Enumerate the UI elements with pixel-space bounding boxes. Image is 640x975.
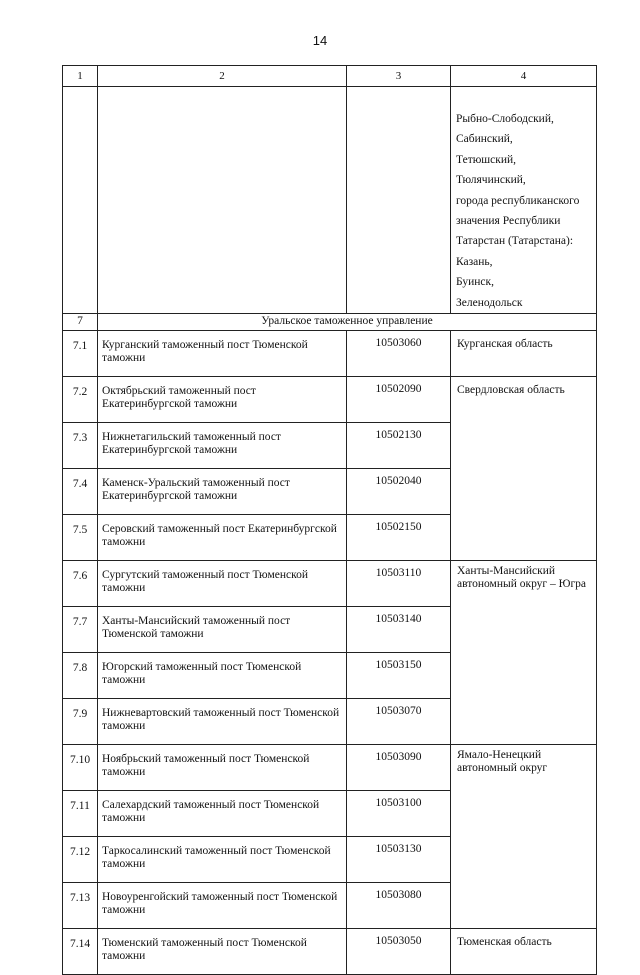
customs-post-code: 10503090 xyxy=(347,744,451,790)
customs-post-name: Югорский таможенный пост Тюменской таможни xyxy=(98,652,347,698)
table-row xyxy=(63,928,597,974)
customs-post-code: 10503050 xyxy=(347,928,451,974)
continuation-region-item: Сабинский, xyxy=(456,133,513,146)
continuation-region-item: Зеленодольск xyxy=(456,296,523,309)
row-number: 7.13 xyxy=(63,882,98,928)
customs-post-code: 10502150 xyxy=(347,514,451,560)
continuation-regions-list xyxy=(451,87,596,313)
continuation-row xyxy=(63,87,597,314)
customs-post-name: Ханты-Мансийский таможенный пост Тюменской таможни xyxy=(98,606,347,652)
region-cell: Свердловская область xyxy=(451,376,597,560)
customs-post-code: 10503060 xyxy=(347,330,451,376)
region-cell: Курганская область xyxy=(451,330,597,376)
header-col-2: 2 xyxy=(98,66,347,87)
customs-post-name: Октябрьский таможенный пост Екатеринбургской таможни xyxy=(98,376,347,422)
row-number: 7.7 xyxy=(63,606,98,652)
customs-post-name: Нижнетагильский таможенный пост Екатеринбургской таможни xyxy=(98,422,347,468)
continuation-region-item: Тюлячинский, xyxy=(456,174,526,187)
customs-post-code: 10502090 xyxy=(347,376,451,422)
continuation-region-item: Рыбно-Слободский, xyxy=(456,113,554,125)
table-row xyxy=(63,330,597,376)
customs-post-code: 10502040 xyxy=(347,468,451,514)
customs-post-name: Тюменский таможенный пост Тюменской таможни xyxy=(98,928,347,974)
header-col-1: 1 xyxy=(63,66,98,87)
customs-post-name: Салехардский таможенный пост Тюменской таможни xyxy=(98,790,347,836)
customs-post-code: 10503100 xyxy=(347,790,451,836)
row-number: 7.11 xyxy=(63,790,98,836)
row-number: 7.6 xyxy=(63,560,98,606)
continuation-region-item: Татарстан (Татарстана): xyxy=(456,235,574,248)
customs-post-name: Серовский таможенный пост Екатеринбургской таможни xyxy=(98,514,347,560)
row-number: 7.4 xyxy=(63,468,98,514)
row-number: 7.1 xyxy=(63,330,98,376)
table-row xyxy=(63,744,597,790)
row-number: 7.8 xyxy=(63,652,98,698)
row-number: 7.14 xyxy=(63,928,98,974)
customs-post-name: Курганский таможенный пост Тюменской таможни xyxy=(98,330,347,376)
continuation-region-item: Тетюшский, xyxy=(456,153,517,166)
customs-post-code: 10502130 xyxy=(347,422,451,468)
row-number: 7.5 xyxy=(63,514,98,560)
section-row xyxy=(63,313,597,330)
customs-post-code: 10503130 xyxy=(347,836,451,882)
row-number: 7.12 xyxy=(63,836,98,882)
region-cell: Ханты-Мансийский автономный округ – Югра xyxy=(451,560,597,744)
customs-post-name: Новоуренгойский таможенный пост Тюменской таможни xyxy=(98,882,347,928)
row-number: 7.2 xyxy=(63,376,98,422)
table-row xyxy=(63,376,597,422)
continuation-region-item: значения Республики xyxy=(456,214,561,227)
continuation-regions-cell xyxy=(451,87,597,314)
region-cell: Тюменская область xyxy=(451,928,597,974)
customs-post-code: 10503080 xyxy=(347,882,451,928)
customs-post-code: 10503140 xyxy=(347,606,451,652)
customs-post-code: 10503070 xyxy=(347,698,451,744)
continuation-region-item: Казань, xyxy=(456,255,493,268)
continuation-code-cell xyxy=(347,87,451,314)
continuation-region-item: города республиканского xyxy=(456,194,580,207)
customs-post-name: Ноябрьский таможенный пост Тюменской таможни xyxy=(98,744,347,790)
customs-post-name: Сургутский таможенный пост Тюменской таможни xyxy=(98,560,347,606)
customs-posts-table xyxy=(62,65,597,975)
continuation-name-cell xyxy=(98,87,347,314)
page-number: 14 xyxy=(312,33,328,48)
customs-post-name: Нижневартовский таможенный пост Тюменской таможни xyxy=(98,698,347,744)
section-title: Уральское таможенное управление xyxy=(98,313,597,330)
row-number: 7.10 xyxy=(63,744,98,790)
header-col-3: 3 xyxy=(347,66,451,87)
customs-post-code: 10503150 xyxy=(347,652,451,698)
continuation-region-item: Буинск, xyxy=(456,276,494,289)
header-col-4: 4 xyxy=(451,66,597,87)
row-number: 7.9 xyxy=(63,698,98,744)
customs-post-code: 10503110 xyxy=(347,560,451,606)
region-cell: Ямало-Ненецкий автономный округ xyxy=(451,744,597,928)
row-number: 7.3 xyxy=(63,422,98,468)
continuation-num-cell xyxy=(63,87,98,314)
customs-post-name: Таркосалинский таможенный пост Тюменской таможни xyxy=(98,836,347,882)
customs-post-name: Каменск-Уральский таможенный пост Екатеринбургской таможни xyxy=(98,468,347,514)
header-row xyxy=(63,66,597,87)
table-row xyxy=(63,560,597,606)
section-number: 7 xyxy=(63,313,98,330)
